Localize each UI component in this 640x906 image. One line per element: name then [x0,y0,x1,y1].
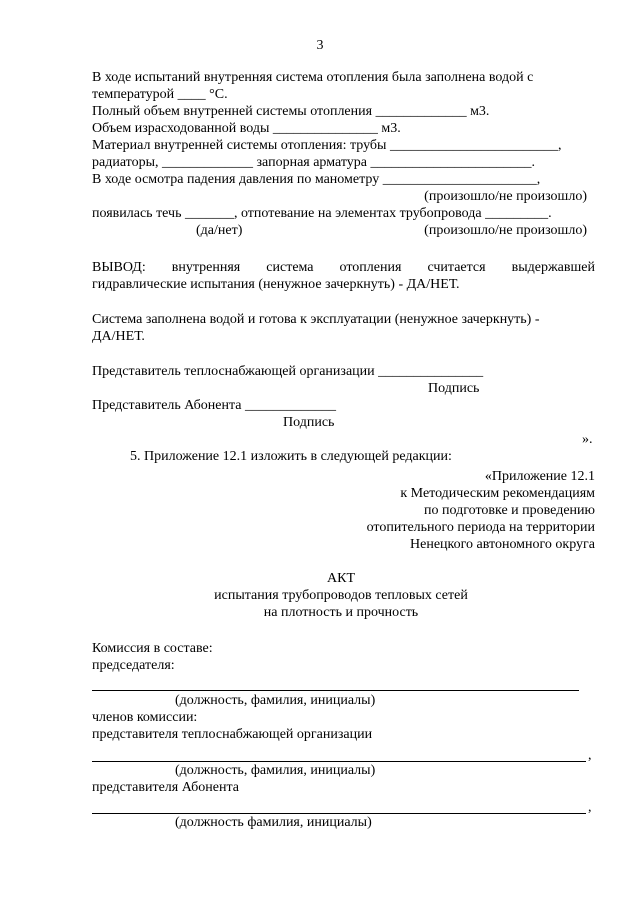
text-line: ДА/НЕТ. [92,329,145,344]
annex-line: отопительного периода на территории [366,520,595,535]
text-line: радиаторы, _____________ запорная арматура _______________________. [92,155,535,170]
caption-happened: (произошло/не произошло) [424,223,587,238]
act-subtitle: испытания трубопроводов тепловых сетей [214,588,468,603]
supplier-signature-line: Представитель теплоснабжающей организации _______________ [92,364,484,379]
caption-yes-no: (да/нет) [196,223,243,238]
line-comma: , [588,748,592,763]
signature-caption: Подпись [428,381,480,396]
text-line: Система заполнена водой и готова к эксплуатации (ненужное зачеркнуть) - [92,312,540,327]
text-line: В ходе испытаний внутренняя система отопления была заполнена водой с [92,70,534,85]
text-line: Материал внутренней системы отопления: трубы ________________________, [92,138,562,153]
amendment-item-5: 5. Приложение 12.1 изложить в следующей редакции: [130,449,452,464]
annex-line: Ненецкого автономного округа [410,537,595,552]
page-number: 3 [316,38,324,53]
closing-quote: ». [582,432,593,447]
supplier-rep-label: представителя теплоснабжающей организации [92,727,373,742]
field-caption: (должность фамилия, инициалы) [175,815,372,830]
conclusion-word: выдержавшей [511,260,595,275]
chair-label: председателя: [92,658,175,673]
commission-intro: Комиссия в составе: [92,641,213,656]
supplier-rep-fill-line [92,761,586,762]
text-line: В ходе осмотра падения давления по манометру ______________________, [92,172,541,187]
conclusion-word: система [266,260,314,275]
text-line: Объем израсходованной воды _______________ м3. [92,121,401,136]
act-subtitle: на плотность и прочность [263,605,419,620]
chair-fill-line [92,690,579,691]
conclusion-word: считается [427,260,486,275]
conclusion-word: ВЫВОД: [92,260,146,275]
subscriber-signature-line: Представитель Абонента _____________ [92,398,337,413]
text-line: появилась течь _______, отпотевание на элементах трубопровода _________. [92,206,552,221]
text-line: гидравлические испытания (ненужное зачеркнуть) - ДА/НЕТ. [92,277,460,292]
caption-happened: (произошло/не произошло) [424,189,587,204]
conclusion-word: отопления [339,260,402,275]
line-comma: , [588,800,592,815]
text-line: температурой ____ °С. [92,87,228,102]
field-caption: (должность, фамилия, инициалы) [175,693,376,708]
text-line: Полный объем внутренней системы отопления _____________ м3. [92,104,490,119]
act-title: АКТ [327,571,355,586]
annex-line: по подготовке и проведению [424,503,595,518]
subscriber-rep-label: представителя Абонента [92,780,239,795]
conclusion-line [92,260,595,276]
annex-line: к Методическим рекомендациям [400,486,595,501]
members-label: членов комиссии: [92,710,198,725]
annex-line: «Приложение 12.1 [484,469,595,484]
field-caption: (должность, фамилия, инициалы) [175,763,376,778]
subscriber-rep-fill-line [92,813,586,814]
signature-caption: Подпись [283,415,335,430]
conclusion-word: внутренняя [171,260,241,275]
